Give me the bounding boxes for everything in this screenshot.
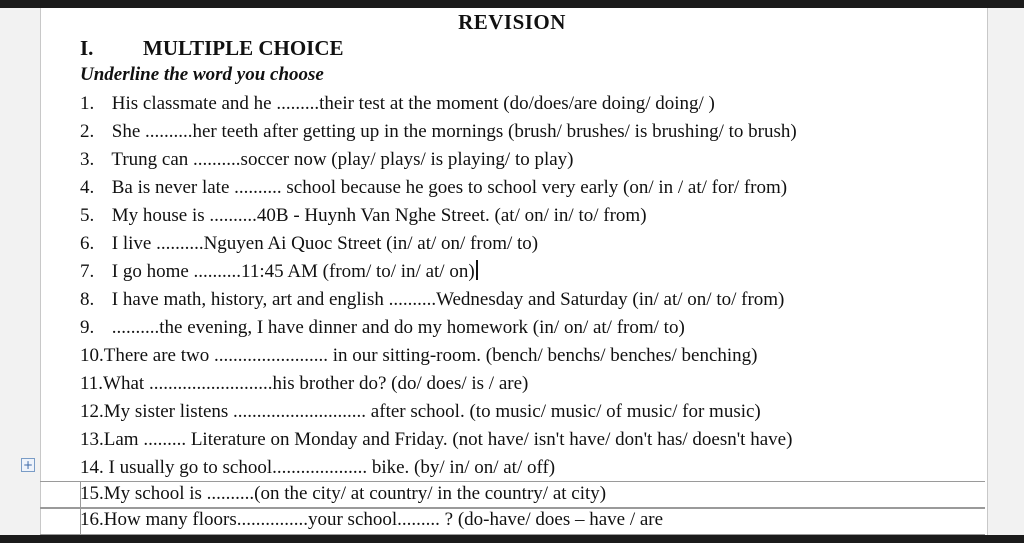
question-text: She ..........her teeth after getting up in the mornings (brush/ brushes/ is brushing/ to brush)	[111, 121, 797, 142]
bottom-edge	[0, 535, 1024, 543]
question-number: 15.	[80, 483, 104, 504]
question-text: ..........the evening, I have dinner and do my homework (in/ on/ at/ from/ to)	[111, 317, 685, 338]
question-text: I usually go to school.................... bike. (by/ in/ on/ at/ off)	[108, 457, 556, 478]
question-number: 16.	[80, 509, 104, 530]
question-number: 10.	[80, 345, 104, 366]
question-14	[80, 456, 555, 480]
question-4	[80, 176, 787, 200]
question-8	[80, 288, 784, 312]
question-13	[80, 428, 792, 452]
question-number: 12.	[80, 401, 104, 422]
question-number: 14.	[80, 457, 104, 478]
question-text: His classmate and he .........their test at the moment (do/does/are doing/ doing/ )	[111, 93, 715, 114]
question-text: Ba is never late .......... school because he goes to school very early (on/ in / at/ for/ from)	[111, 177, 788, 198]
question-text: I go home ..........11:45 AM (from/ to/ in/ at/ on)	[111, 261, 475, 282]
question-2	[80, 120, 797, 144]
question-16	[80, 508, 663, 532]
question-9	[80, 316, 685, 340]
question-text: How many floors...............your school......... ? (do-have/ does – have / are	[103, 509, 664, 530]
question-number: 6.	[80, 233, 95, 254]
question-7	[80, 260, 478, 284]
question-text: I have math, history, art and english ..........Wednesday and Saturday (in/ at/ on/ to/ from)	[111, 289, 785, 310]
question-text: My sister listens ............................ after school. (to music/ music/ of music/ for music)	[103, 401, 761, 422]
instruction-text: Underline the word you choose	[80, 64, 324, 85]
question-5	[80, 204, 647, 228]
question-number: 13.	[80, 429, 104, 450]
question-text: My school is ..........(on the city/ at country/ in the country/ at city)	[103, 483, 607, 504]
question-text: Trung can ..........soccer now (play/ plays/ is playing/ to play)	[111, 149, 574, 170]
section-heading	[80, 36, 344, 61]
question-12	[80, 400, 761, 424]
question-11	[80, 372, 528, 396]
question-number: 5.	[80, 205, 95, 226]
question-number: 7.	[80, 261, 95, 282]
section-title: MULTIPLE CHOICE	[143, 36, 344, 60]
question-number: 4.	[80, 177, 95, 198]
question-number: 3.	[80, 149, 95, 170]
question-number: 2.	[80, 121, 95, 142]
question-number: 11.	[80, 373, 104, 394]
question-text: I live ..........Nguyen Ai Quoc Street (in/ at/ on/ from/ to)	[111, 233, 539, 254]
table-move-handle-icon[interactable]: +	[22, 458, 34, 472]
question-text: My house is ..........40B - Huynh Van Nghe Street. (at/ on/ in/ to/ from)	[111, 205, 647, 226]
top-edge	[0, 0, 1024, 8]
question-15	[80, 482, 606, 506]
question-number: 1.	[80, 93, 95, 114]
question-10	[80, 344, 758, 368]
question-3	[80, 148, 574, 172]
question-1	[80, 92, 715, 116]
question-number: 8.	[80, 289, 95, 310]
question-text: There are two ........................ in our sitting-room. (bench/ benchs/ benches/ benching)	[103, 345, 758, 366]
question-text: What ..........................his brother do? (do/ does/ is / are)	[103, 373, 529, 394]
text-cursor	[476, 260, 478, 280]
section-number: I.	[80, 36, 94, 60]
question-6	[80, 232, 538, 256]
question-number: 9.	[80, 317, 95, 338]
page-title: REVISION	[458, 10, 566, 34]
question-text: Lam ......... Literature on Monday and Friday. (not have/ isn't have/ don't has/ doesn't have)	[103, 429, 793, 450]
